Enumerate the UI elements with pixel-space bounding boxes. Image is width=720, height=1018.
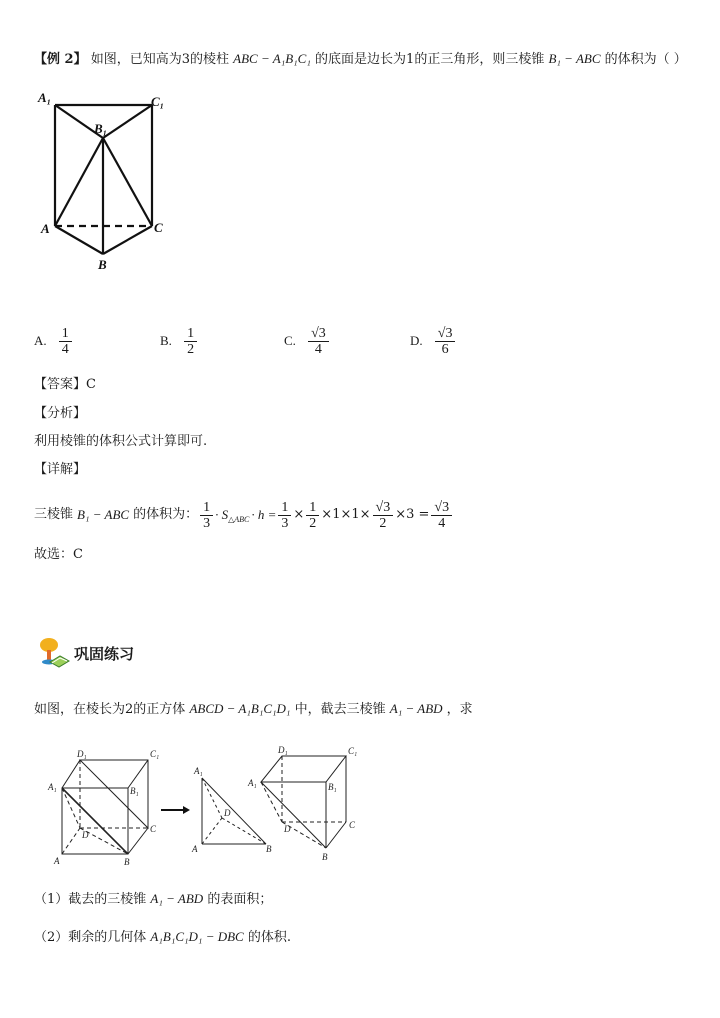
stem-text: 的体积为（ ）	[604, 52, 687, 67]
cube-label-c1: C₁	[150, 749, 160, 759]
edge-b1c	[103, 138, 152, 226]
frac-3	[306, 500, 319, 531]
height-value: 3	[181, 52, 191, 67]
frac-1	[200, 500, 213, 531]
frac-den: 4	[61, 342, 69, 357]
question-1	[34, 890, 272, 909]
cube-label-c: C	[150, 824, 157, 834]
frac-4	[373, 500, 394, 531]
cube-expr: ABCD − A₁B₁C₁D₁	[189, 701, 291, 716]
frac-num: √3	[373, 500, 394, 516]
analysis-text: 利用棱锥的体积公式计算即可.	[34, 434, 208, 449]
edge-b1a	[55, 138, 103, 226]
frac-2	[278, 500, 291, 531]
cube-figure	[38, 744, 368, 870]
frac-num: √3	[435, 326, 456, 342]
frac-den: 3	[281, 515, 289, 531]
frac-den: 4	[314, 342, 322, 357]
formula-op: ×1×1×	[321, 507, 371, 522]
prism-expr: ABC − A₁B₁C₁	[233, 51, 311, 66]
practice-stem	[34, 700, 473, 719]
label-c: C	[154, 220, 163, 235]
question-text: （2）剩余的几何体	[34, 930, 147, 945]
rest-label-d1: D₁	[278, 745, 288, 755]
cube-label-d1: D₁	[77, 749, 87, 759]
question-text: （1）截去的三棱锥	[34, 892, 147, 907]
option-d	[410, 326, 457, 357]
rest-label-d: D	[284, 824, 291, 834]
analysis-label: 【分析】	[34, 406, 87, 421]
label-a: A	[41, 221, 50, 236]
formula-h: · h =	[251, 507, 277, 522]
conclusion-value: C	[73, 547, 83, 562]
question-text: 的表面积；	[207, 892, 273, 907]
cube-label-a: A	[54, 856, 60, 866]
option-fraction	[435, 326, 456, 357]
cut-expr: A₁ − ABD	[389, 701, 443, 716]
frac-num: 1	[184, 326, 197, 342]
frac-5	[431, 500, 452, 531]
stem-text: 的正方体	[133, 702, 186, 717]
label-b1: B₁	[94, 121, 108, 136]
example-stem	[34, 50, 687, 69]
pyramid-expr: B₁ − ABC	[548, 51, 601, 66]
formula-s: · S	[215, 507, 229, 522]
option-label: A.	[34, 333, 47, 348]
stem-text: 的正三角形，则三棱锥	[414, 52, 545, 67]
stem-text: 中，截去三棱锥	[294, 702, 386, 717]
formula-sub: △ABC	[228, 515, 250, 524]
option-c	[284, 326, 331, 357]
option-fraction	[59, 326, 72, 357]
piece-label-a1: A₁	[194, 766, 203, 776]
label-a1: A₁	[38, 90, 52, 105]
remaining-solid	[261, 756, 346, 848]
prism-figure	[30, 88, 180, 273]
frac-den: 2	[187, 342, 195, 357]
frac-den: 2	[309, 515, 317, 531]
rest-label-a1: A₁	[248, 778, 257, 788]
piece-label-a: A	[192, 844, 198, 854]
stem-text: 如图，已知高为	[90, 52, 182, 67]
frac-den: 2	[379, 515, 387, 531]
formula-text: 三棱锥	[34, 507, 74, 522]
frac-num: √3	[431, 500, 452, 516]
side-value: 1	[406, 52, 415, 67]
option-b	[160, 326, 199, 357]
frac-den: 6	[441, 342, 449, 357]
stem-text: ，求	[446, 702, 473, 717]
frac-num: 1	[59, 326, 72, 342]
rest-label-c: C	[349, 820, 356, 830]
frac-num: 1	[278, 500, 291, 516]
formula-op: ×	[293, 507, 305, 522]
detail-label: 【详解】	[34, 462, 87, 477]
stem-text: 的棱柱	[190, 52, 230, 67]
edge-ab	[55, 226, 103, 254]
practice-heading	[36, 636, 134, 670]
piece-label-b: B	[266, 844, 272, 854]
option-a	[34, 326, 74, 357]
formula-op: ×3 =	[395, 507, 430, 522]
label-b: B	[98, 257, 107, 272]
practice-title: 巩固练习	[74, 644, 135, 663]
option-label: D.	[410, 333, 423, 348]
question-text: 的体积.	[247, 930, 291, 945]
example-tag: 【例 2】	[34, 52, 87, 67]
frac-den: 3	[203, 515, 211, 531]
rest-label-b1: B₁	[328, 782, 337, 792]
question-expr: A₁ − ABD	[150, 891, 204, 906]
cube-label-b1: B₁	[130, 786, 139, 796]
stem-text: 的底面是边长为	[315, 52, 407, 67]
frac-num: 1	[200, 500, 213, 516]
answer-label: 【答案】	[34, 377, 87, 392]
right-arrow-icon	[161, 806, 190, 814]
label-c1: C₁	[151, 94, 165, 109]
frac-num: 1	[306, 500, 319, 516]
cube-label-d: D	[82, 830, 89, 840]
option-fraction	[308, 326, 329, 357]
frac-den: 4	[438, 515, 446, 531]
edge-cb	[103, 226, 152, 254]
conclusion	[34, 546, 83, 564]
cube-label-b: B	[124, 857, 130, 867]
piece-label-d: D	[224, 808, 231, 818]
detail-formula	[34, 496, 454, 534]
rest-label-c1: C₁	[348, 746, 358, 756]
question-2	[34, 928, 291, 947]
rest-label-b: B	[322, 852, 328, 862]
pyramid-expr: B₁ − ABC	[77, 507, 130, 522]
option-label: B.	[160, 333, 172, 348]
question-expr: A₁B₁C₁D₁ − DBC	[150, 929, 244, 944]
option-label: C.	[284, 333, 296, 348]
stem-text: 如图，在棱长为	[34, 702, 126, 717]
conclusion-label: 故选：	[34, 547, 74, 562]
cube-label-a1: A₁	[48, 782, 57, 792]
answer-line	[34, 376, 96, 394]
cube-full	[62, 760, 148, 854]
edge-value: 2	[125, 702, 134, 717]
answer-value: C	[86, 377, 96, 392]
formula-text: 的体积为：	[133, 507, 199, 522]
edge-c1b1	[103, 105, 152, 138]
lamp-book-icon	[36, 636, 70, 670]
frac-num: √3	[308, 326, 329, 342]
option-fraction	[184, 326, 197, 357]
